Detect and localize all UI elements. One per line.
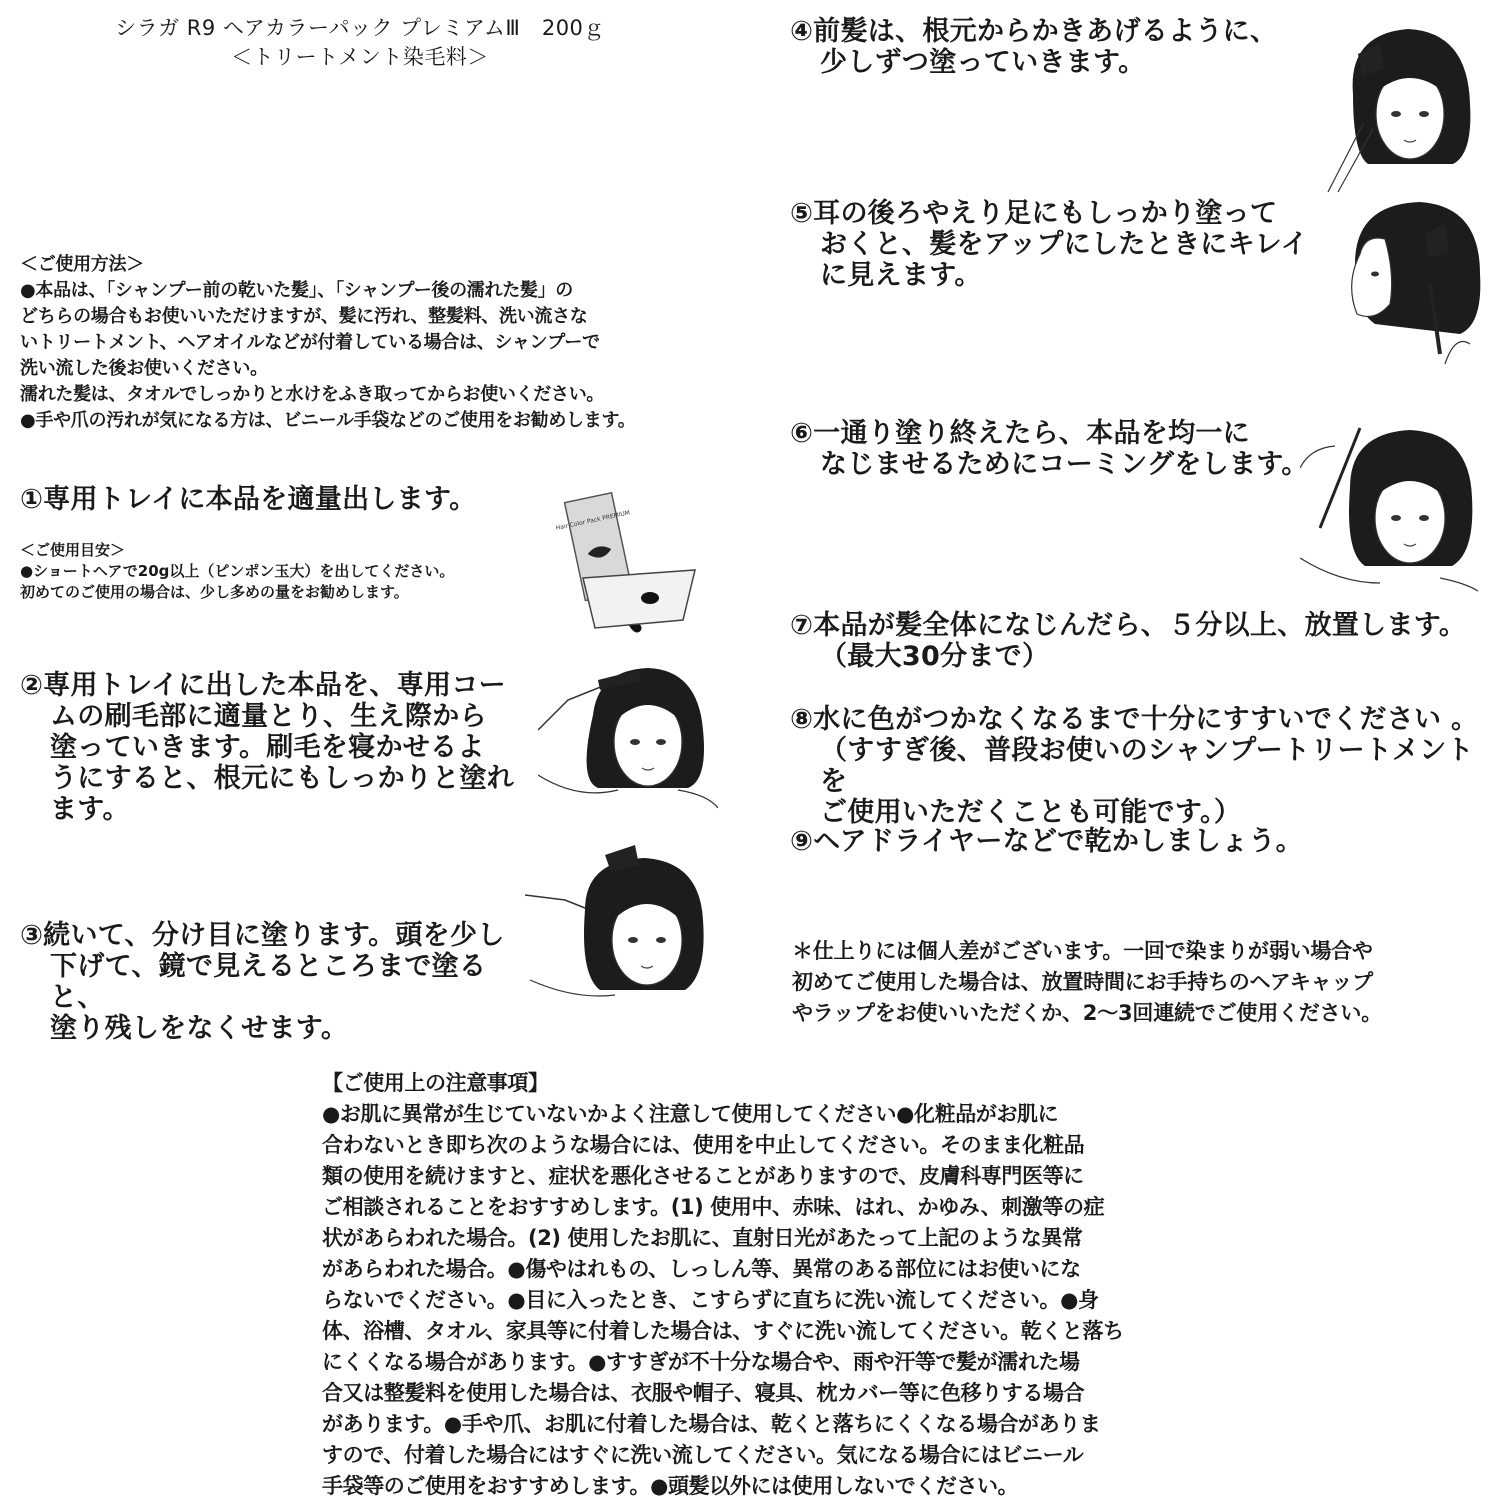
step-text: （最大30分まで） bbox=[820, 641, 1050, 672]
result-note bbox=[792, 936, 1492, 1029]
tube-and-tray-illustration bbox=[555, 478, 705, 633]
product-title-line-2: ＜トリートメント染毛料＞ bbox=[231, 45, 489, 69]
step-number: ⑦ bbox=[790, 610, 814, 641]
woman-applying-parting-illustration bbox=[525, 840, 715, 1010]
woman-applying-hairline-illustration bbox=[538, 660, 718, 810]
usage-method-heading: ＜ご使用方法＞ bbox=[20, 254, 144, 275]
usage-guide-line: ●ショートヘアで20g以上（ピンポン玉大）を出してください。 bbox=[20, 562, 455, 580]
step-number: ⑧ bbox=[790, 704, 814, 735]
step-text: 本品が髪全体になじんだら、５分以上、放置します。 bbox=[813, 610, 1467, 641]
usage-guide bbox=[20, 540, 540, 603]
product-title bbox=[60, 14, 660, 72]
caution-line: らないでください。●目に入ったとき、こすらずに直ちに洗い流してください。●身 bbox=[322, 1288, 1099, 1312]
step-1 bbox=[20, 484, 560, 515]
step-text: なじませるためにコーミングをします。 bbox=[820, 449, 1309, 480]
step-text: 少しずつ塗っていきます。 bbox=[820, 47, 1146, 78]
step-number: ④ bbox=[790, 16, 814, 47]
caution-line: ご相談されることをおすすめします。(1) 使用中、赤味、はれ、かゆみ、刺激等の症 bbox=[322, 1195, 1105, 1219]
step-8 bbox=[790, 704, 1495, 828]
step-number: ⑨ bbox=[790, 826, 814, 857]
step-2 bbox=[20, 670, 520, 825]
step-7 bbox=[790, 610, 1495, 672]
step-text: 専用トレイに本品を適量出します。 bbox=[43, 484, 477, 515]
step-text: ムの刷毛部に適量とり、生え際から bbox=[50, 701, 487, 732]
step-number: ② bbox=[20, 670, 44, 701]
caution-line: 手袋等のご使用をおすすめします。●頭髪以外には使用しないでください。 bbox=[322, 1474, 1019, 1498]
step-text: ヘアドライヤーなどで乾かしましょう。 bbox=[813, 826, 1303, 857]
caution-line: 状があらわれた場合。(2) 使用したお肌に、直射日光があたって上記のような異常 bbox=[322, 1226, 1083, 1250]
caution-line: 合わないとき即ち次のような場合には、使用を中止してください。そのまま化粧品 bbox=[322, 1133, 1085, 1157]
step-text: 塗り残しをなくせます。 bbox=[50, 1013, 349, 1044]
tube-label: Hair Color Pack PREMIUM bbox=[555, 509, 631, 532]
step-number: ① bbox=[20, 484, 44, 515]
step-text: ご使用いただくことも可能です。） bbox=[820, 797, 1242, 828]
usage-method-line: 濡れた髪は、タオルでしっかりと水けをふき取ってからお使いください。 bbox=[20, 384, 605, 405]
woman-combing-illustration bbox=[1300, 408, 1480, 593]
caution-line: 合又は整髪料を使用した場合は、衣服や帽子、寝具、枕カバー等に色移りする場合 bbox=[322, 1381, 1085, 1405]
step-number: ③ bbox=[20, 920, 44, 951]
step-9 bbox=[790, 826, 1495, 857]
step-number: ⑥ bbox=[790, 418, 814, 449]
step-text: 前髪は、根元からかきあげるように、 bbox=[813, 16, 1278, 47]
note-line: ＊仕上りには個人差がございます。一回で染まりが弱い場合や bbox=[792, 939, 1373, 963]
step-5 bbox=[790, 198, 1310, 291]
step-text: おくと、髪をアップにしたときにキレイ bbox=[820, 229, 1308, 260]
step-4 bbox=[790, 16, 1310, 78]
step-text: うにすると、根元にもしっかりと塗れ bbox=[50, 763, 515, 794]
usage-method-section bbox=[20, 252, 720, 434]
step-text: ます。 bbox=[50, 794, 130, 825]
usage-method-line: どちらの場合もお使いいただけますが、髪に汚れ、整髪料、洗い流さな bbox=[20, 306, 588, 327]
step-text: 耳の後ろやえり足にもしっかり塗って bbox=[813, 198, 1278, 229]
step-text: に見えます。 bbox=[820, 260, 982, 291]
step-text: 続いて、分け目に塗ります。頭を少し bbox=[43, 920, 505, 951]
usage-method-line: いトリートメント、ヘアオイルなどが付着している場合は、シャンプーで bbox=[20, 332, 600, 353]
caution-line: ●お肌に異常が生じていないかよく注意して使用してください●化粧品がお肌に bbox=[322, 1102, 1059, 1126]
note-line: 初めてご使用した場合は、放置時間にお手持ちのヘアキャップ bbox=[792, 970, 1373, 994]
step-text: 塗っていきます。刷毛を寝かせるよ bbox=[50, 732, 485, 763]
step-text: 下げて、鏡で見えるところまで塗ると、 bbox=[50, 951, 487, 1013]
caution-line: 体、浴槽、タオル、家具等に付着した場合は、すぐに洗い流してください。乾くと落ち bbox=[322, 1319, 1124, 1343]
step-number: ⑤ bbox=[790, 198, 814, 229]
woman-applying-nape-illustration bbox=[1335, 194, 1485, 364]
caution-line: 類の使用を続けますと、症状を悪化させることがありますので、皮膚科専門医等に bbox=[322, 1164, 1084, 1188]
caution-heading: 【ご使用上の注意事項】 bbox=[322, 1071, 549, 1095]
step-text: （すすぎ後、普段お使いのシャンプートリートメントを bbox=[820, 735, 1474, 797]
step-6 bbox=[790, 418, 1310, 480]
caution-line: があります。●手や爪、お肌に付着した場合は、乾くと落ちにくくなる場合がありま bbox=[322, 1412, 1101, 1436]
caution-line: すので、付着した場合にはすぐに洗い流してください。気になる場合にはビニール bbox=[322, 1443, 1084, 1467]
product-title-line-1: シラガ R9 ヘアカラーパック プレミアムⅢ 200ｇ bbox=[115, 16, 605, 40]
note-line: やラップをお使いいただくか、2～3回連続でご使用ください。 bbox=[792, 1001, 1383, 1025]
caution-line: にくくなる場合があります。●すすぎが不十分な場合や、雨や汗等で髪が濡れた場 bbox=[322, 1350, 1080, 1374]
caution-section bbox=[322, 1068, 1182, 1502]
step-text: 水に色がつかなくなるまで十分にすすいでください 。 bbox=[813, 704, 1479, 735]
usage-guide-heading: ＜ご使用目安＞ bbox=[20, 541, 126, 559]
usage-method-line: 洗い流した後お使いください。 bbox=[20, 358, 268, 379]
usage-guide-line: 初めてのご使用の場合は、少し多めの量をお勧めします。 bbox=[20, 583, 409, 601]
step-text: 専用トレイに出した本品を、専用コー bbox=[43, 670, 506, 701]
usage-method-line: ●本品は、「シャンプー前の乾いた髪」、「シャンプー後の濡れた髪」の bbox=[20, 280, 574, 301]
usage-method-line: ●手や爪の汚れが気になる方は、ビニール手袋などのご使用をお勧めします。 bbox=[20, 410, 636, 431]
step-3 bbox=[20, 920, 520, 1044]
caution-line: があらわれた場合。●傷やはれもの、しっしん等、異常のある部位にはお使いにな bbox=[322, 1257, 1081, 1281]
woman-applying-bangs-illustration bbox=[1318, 14, 1483, 194]
step-text: 一通り塗り終えたら、本品を均一に bbox=[813, 418, 1250, 449]
